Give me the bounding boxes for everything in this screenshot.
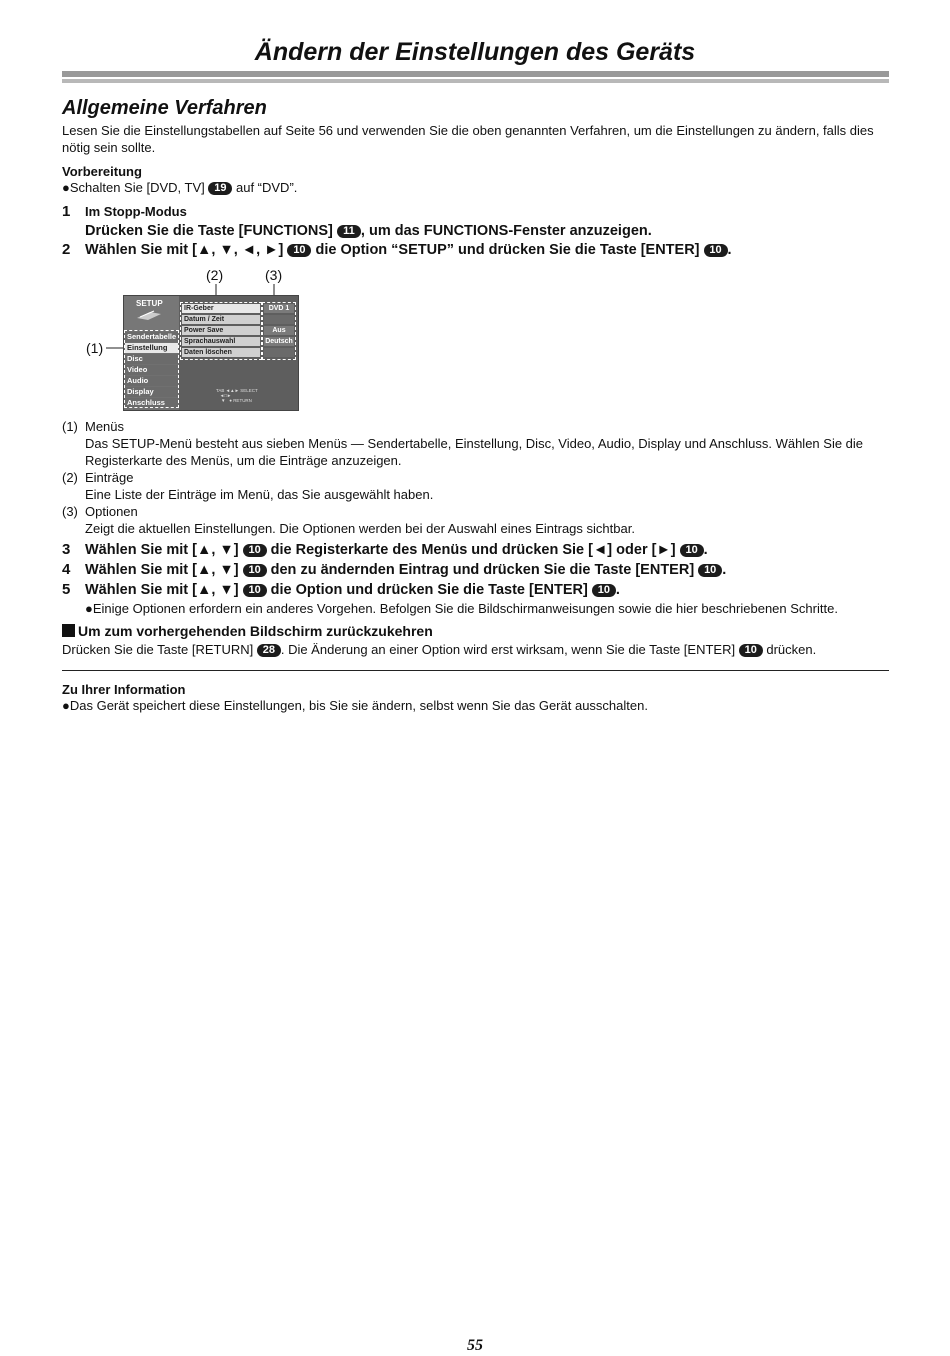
prep-text: ●Schalten Sie [DVD, TV]	[62, 180, 205, 195]
menu-tab: Anschluss	[125, 398, 178, 408]
page-title: Ändern der Einstellungen des Geräts	[254, 38, 696, 66]
page-ref-badge: 11	[337, 225, 361, 238]
note-heading	[62, 469, 892, 486]
screen-header	[124, 296, 179, 330]
step-text: .	[722, 562, 727, 578]
menu-entry: Sprachauswahl	[182, 337, 260, 346]
return-text-part: drücken.	[766, 642, 817, 657]
step-number: 3	[62, 541, 71, 558]
menu-option	[264, 315, 294, 324]
note-number: (2)	[62, 470, 78, 485]
info-heading: Zu Ihrer Information	[62, 682, 186, 697]
step-text: Wählen Sie mit [▲, ▼]	[85, 542, 239, 558]
menu-tab: Einstellung	[125, 343, 178, 353]
note-title: Einträge	[85, 470, 134, 485]
step-5	[62, 580, 892, 600]
title-rule-secondary	[62, 79, 889, 83]
return-text	[62, 641, 892, 658]
step-2	[62, 240, 892, 260]
menu-option: Deutsch	[265, 338, 293, 345]
note-heading	[62, 418, 892, 435]
note-list	[62, 418, 892, 537]
screen-title: SETUP	[136, 299, 163, 308]
menu-option: Aus	[264, 326, 294, 335]
step-number: 4	[62, 561, 71, 578]
step-text: .	[727, 242, 732, 258]
menu-items	[181, 303, 261, 359]
step-text: den zu ändernden Eintrag und drücken Sie die Taste [ENTER]	[270, 562, 695, 578]
square-bullet-icon	[62, 624, 75, 637]
page-ref-badge: 10	[243, 564, 267, 577]
note-description: Das SETUP-Menü besteht aus sieben Menüs — Sendertabelle, Einstellung, Disc, Video, Audio, Display und Anschluss. Wählen Sie die Registerkarte des Menüs, um die Einträge anzuzeigen.	[85, 436, 864, 468]
menu-tab: Audio	[125, 376, 178, 386]
note-number: (3)	[62, 504, 78, 519]
return-heading	[62, 623, 892, 640]
page-ref-badge: 10	[243, 544, 267, 557]
step-3	[62, 540, 892, 560]
step-number: 5	[62, 581, 71, 598]
return-heading-text: Um zum vorhergehenden Bildschirm zurückzukehren	[78, 623, 433, 639]
step-text: .	[703, 542, 708, 558]
return-text-part: . Die Änderung an einer Option wird erst wirksam, wenn Sie die Taste [ENTER]	[280, 642, 736, 657]
step-1	[62, 202, 892, 222]
page-number: 55	[467, 1337, 483, 1354]
step-text: Wählen Sie mit [▲, ▼, ◄, ►]	[85, 242, 284, 258]
step-5-note: ●Einige Optionen erfordern ein anderes Vorgehen. Befolgen Sie die Bildschirmanweisungen sowie die hier beschriebenen Schritte.	[85, 601, 838, 616]
step-1-instruction	[85, 221, 885, 241]
callout-label-2: (2)	[206, 267, 224, 283]
page-ref-badge: 10	[680, 544, 704, 557]
step-text: , um das FUNCTIONS-Fenster anzuzeigen.	[360, 223, 652, 239]
menu-tab: Video	[125, 365, 178, 375]
callout-label-3: (3)	[265, 267, 283, 283]
note-heading	[62, 503, 892, 520]
menu-tabs	[125, 331, 178, 407]
menu-tab: Disc	[125, 354, 178, 364]
menu-tab: Sendertabelle	[127, 332, 177, 341]
page-ref-badge: 10	[704, 244, 728, 257]
step-text: .	[615, 582, 620, 598]
step-text: Wählen Sie mit [▲, ▼]	[85, 562, 239, 578]
section-divider	[62, 670, 889, 671]
section-title: Allgemeine Verfahren	[62, 97, 267, 119]
step-sub: Im Stopp-Modus	[85, 204, 187, 219]
nav-return-label: RETURN	[233, 398, 252, 403]
page-ref-badge: 19	[208, 182, 232, 195]
note-description: Zeigt die aktuellen Einstellungen. Die Optionen werden bei der Auswahl eines Eintrags sichtbar.	[85, 521, 635, 536]
menu-entry: Power Save	[182, 326, 260, 335]
prep-text-end: auf “DVD”.	[235, 180, 298, 195]
setup-tools-icon	[136, 309, 162, 321]
step-4	[62, 560, 892, 580]
note-title: Menüs	[85, 419, 125, 434]
menu-entry: Daten löschen	[182, 348, 260, 357]
intro-paragraph: Lesen Sie die Einstellungstabellen auf Seite 56 und verwenden Sie die oben genannten Verfahren, um die Einstellungen zu ändern, falls dies nötig sein sollte.	[62, 123, 874, 155]
title-rule	[62, 71, 889, 77]
menu-entry: Datum / Zeit	[182, 315, 260, 324]
menu-option	[264, 348, 294, 357]
page-ref-badge: 28	[257, 644, 281, 657]
step-number: 1	[62, 203, 71, 220]
step-text: die Registerkarte des Menüs und drücken Sie [◄] oder [►]	[270, 542, 676, 558]
note-item	[62, 503, 892, 537]
page-ref-badge: 10	[287, 244, 311, 257]
nav-tab-label: TAB	[216, 388, 225, 393]
step-text: Drücken Sie die Taste [FUNCTIONS]	[85, 223, 333, 239]
menu-entry: IR-Geber	[182, 304, 260, 313]
note-item	[62, 418, 892, 469]
step-text: die Option “SETUP” und drücken Sie die Taste [ENTER]	[315, 242, 700, 258]
page-ref-badge: 10	[243, 584, 267, 597]
menu-tab: Display	[125, 387, 178, 397]
setup-screen	[123, 295, 299, 411]
note-number: (1)	[62, 419, 78, 434]
prep-line	[62, 179, 892, 196]
callout-label-1: (1)	[86, 340, 104, 356]
page-ref-badge: 10	[592, 584, 616, 597]
step-text: Wählen Sie mit [▲, ▼]	[85, 582, 239, 598]
step-number: 2	[62, 241, 71, 258]
note-title: Optionen	[85, 504, 138, 519]
page-ref-badge: 10	[739, 644, 763, 657]
nav-select-label: SELECT	[240, 388, 258, 393]
step-text: die Option und drücken Sie die Taste [ENTER]	[270, 582, 588, 598]
return-text-part: Drücken Sie die Taste [RETURN]	[62, 642, 254, 657]
menu-option: DVD 1	[264, 304, 294, 313]
nav-hint: TAB ◄▲► SELECT ◄□► ▼ ● RETURN	[216, 388, 258, 403]
page-ref-badge: 10	[698, 564, 722, 577]
note-item	[62, 469, 892, 503]
info-text: ●Das Gerät speichert diese Einstellungen, bis Sie sie ändern, selbst wenn Sie das Gerät ausschalten.	[62, 698, 648, 713]
note-description: Eine Liste der Einträge im Menü, das Sie ausgewählt haben.	[85, 487, 434, 502]
menu-options	[263, 303, 295, 359]
prep-heading: Vorbereitung	[62, 164, 142, 179]
